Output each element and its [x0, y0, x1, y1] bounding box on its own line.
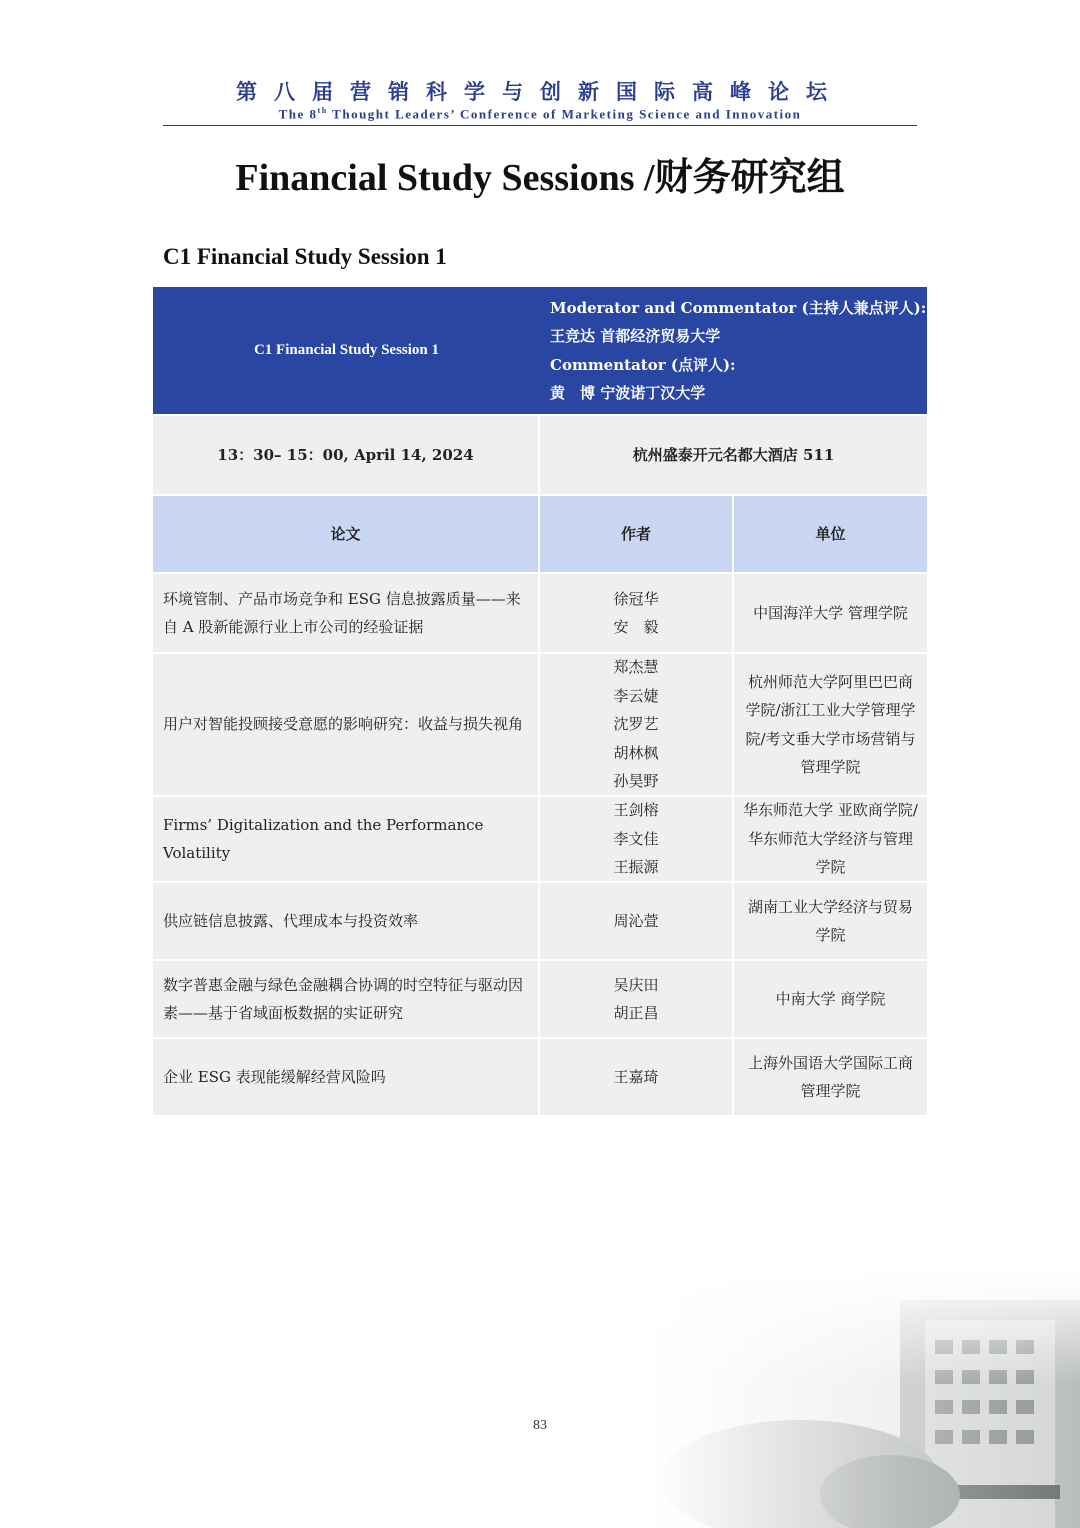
paper-title: Firms’ Digitalization and the Performance Volatility	[153, 797, 540, 881]
page-title: Financial Study Sessions /财务研究组	[235, 157, 845, 199]
moderator-label: Moderator and Commentator (主持人兼点评人):	[550, 298, 927, 317]
commentator-name: 黄 博 宁波诺丁汉大学	[550, 384, 706, 402]
paper-title: 环境管制、产品市场竞争和 ESG 信息披露质量——来自 A 股新能源行业上市公司的经验证据	[153, 574, 540, 652]
paper-title: 供应链信息披露、代理成本与投资效率	[153, 883, 540, 959]
paper-authors	[540, 1039, 734, 1115]
campus-building-image	[650, 1270, 1080, 1528]
column-header-affiliation: 单位	[815, 524, 846, 543]
authors-list: 郑杰慧 李云婕 沈罗艺 胡林枫 孙昊野	[613, 658, 659, 791]
authors-list: 周沁萱	[613, 911, 659, 930]
table-row	[153, 1037, 927, 1115]
paper-title: 用户对智能投顾接受意愿的影响研究：收益与损失视角	[153, 654, 540, 795]
author-affiliation: 中国海洋大学 管理学院	[753, 603, 908, 622]
table-row	[153, 572, 927, 652]
session-name: C1 Financial Study Session 1	[253, 342, 440, 359]
authors-list: 王嘉琦	[613, 1067, 659, 1086]
paper-authors	[540, 797, 734, 881]
section-title: C1 Financial Study Session 1	[163, 244, 447, 269]
conference-title-en: The 8th Thought Leaders’ Conference of Marketing Science and Innovation	[278, 106, 802, 122]
page-number: 83	[533, 1418, 547, 1433]
table-row	[153, 959, 927, 1037]
author-affiliation: 上海外国语大学国际工商管理学院	[747, 1053, 913, 1100]
conference-title-cn: 第八届营销科学与创新国际高峰论坛	[236, 79, 844, 104]
table-row	[153, 652, 927, 795]
paper-authors	[540, 654, 734, 795]
author-affiliation: 华东师范大学 亚欧商学院/华东师范大学经济与管理学院	[743, 801, 918, 877]
author-affiliation: 湖南工业大学经济与贸易学院	[747, 897, 913, 944]
paper-authors	[540, 961, 734, 1037]
session-time: 13：30– 15：00, April 14, 2024	[153, 416, 540, 494]
commentator-label: Commentator (点评人):	[550, 355, 736, 374]
paper-title: 数字普惠金融与绿色金融耦合协调的时空特征与驱动因素——基于省域面板数据的实证研究	[153, 961, 540, 1037]
authors-list: 徐冠华 安 毅	[613, 589, 659, 636]
session-table	[153, 287, 927, 1115]
author-affiliation: 中南大学 商学院	[775, 989, 886, 1008]
session-info-row	[153, 414, 927, 494]
paper-authors	[540, 883, 734, 959]
session-header-row	[153, 287, 927, 414]
authors-list: 吴庆田 胡正昌	[613, 975, 659, 1022]
column-header-authors: 作者	[540, 496, 734, 572]
paper-authors	[540, 574, 734, 652]
table-row	[153, 795, 927, 881]
paper-title: 企业 ESG 表现能缓解经营风险吗	[153, 1039, 540, 1115]
header-divider	[163, 125, 917, 126]
table-body	[153, 572, 927, 1115]
session-venue: 杭州盛泰开元名都大酒店 511	[632, 445, 835, 464]
column-header-row	[153, 494, 927, 572]
session-moderators	[540, 287, 927, 414]
column-header-paper: 论文	[153, 496, 540, 572]
author-affiliation: 杭州师范大学阿里巴巴商学院/浙江工业大学管理学院/考文垂大学市场营销与管理学院	[745, 672, 916, 776]
table-row	[153, 881, 927, 959]
moderator-name: 王竞达 首都经济贸易大学	[550, 327, 721, 345]
authors-list: 王剑榕 李文佳 王振源	[613, 801, 659, 877]
